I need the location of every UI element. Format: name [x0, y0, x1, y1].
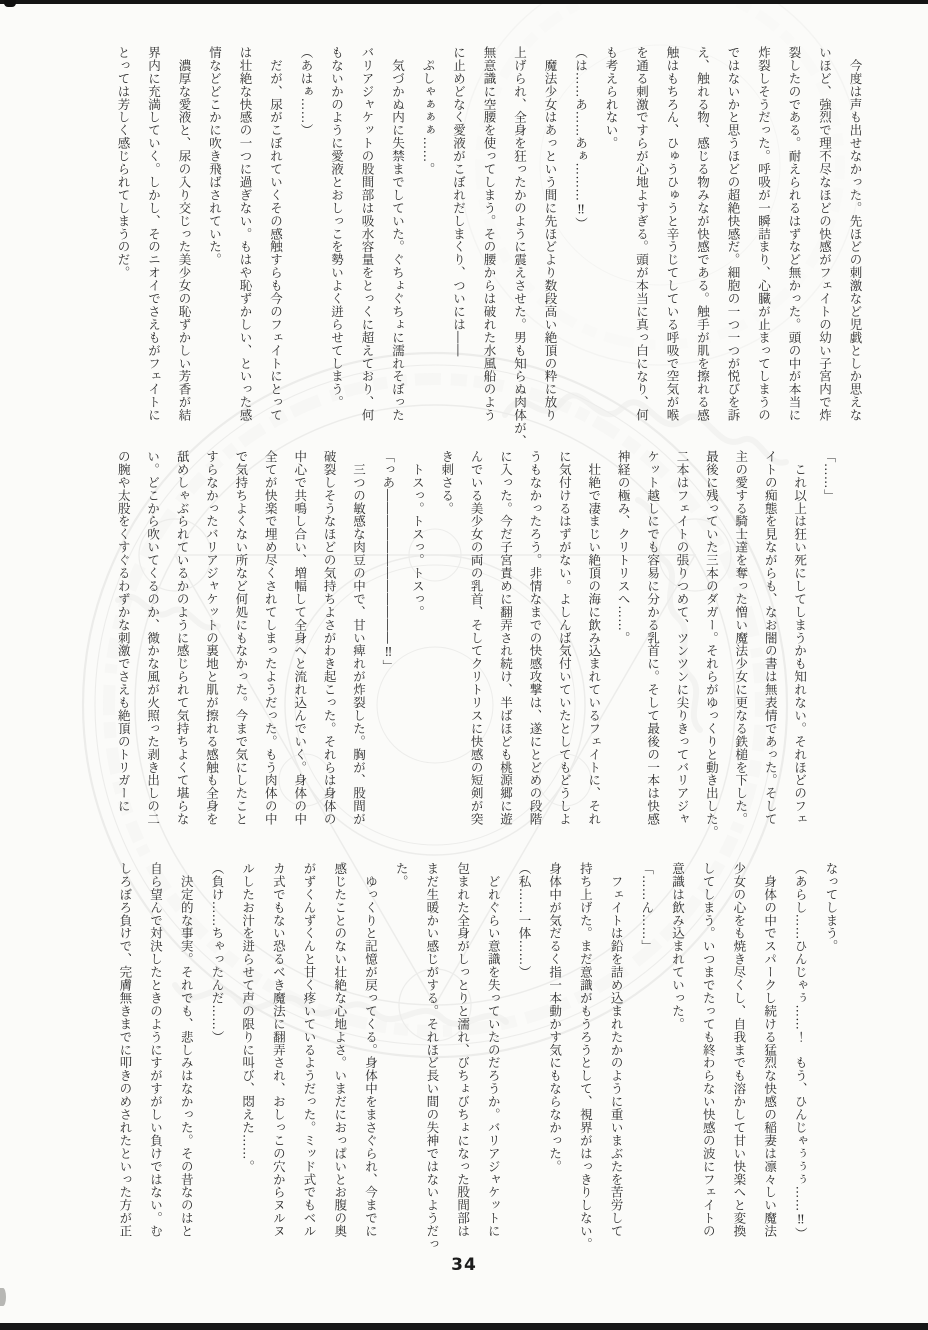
- text-column: （あらし……ひんじゃぅ……！ もう、ひんじゃぅぅぅ……‼）: [793, 862, 809, 1241]
- text-column: 包まれた全身がしっとりと濡れ、びちょびちょになった股間部は: [455, 862, 471, 1238]
- text-column: 炸裂しそうだった。呼吸が一瞬詰まり、心臓が止まってしまうの: [756, 46, 772, 422]
- text-column: で気持ちよくない所など何処にもなかった。今まで気にしたこと: [233, 450, 249, 826]
- scan-edge-top: [0, 0, 928, 4]
- text-column: 魔法少女はあっという間に先ほどより数段高い絶頂の粋に放り: [543, 46, 558, 422]
- text-column: フェイトは鉛を詰め込まれたかのように重いまぶたを苦労して: [609, 862, 625, 1238]
- text-column: き刺さる。: [439, 450, 455, 515]
- text-column: 「っあ――――――――――――‼」: [380, 450, 396, 673]
- text-column: 「……ん……」: [639, 862, 655, 953]
- text-column: 裂したのである。耐えられるはずなど無かった。頭の中が本当に: [787, 46, 802, 422]
- text-column: 感じたことのない壮絶な心地よさ。いまだにおっぱいとお腹の奥: [332, 862, 348, 1238]
- text-column: トスっ。トスっ。トスっ。: [410, 450, 426, 619]
- text-column: 全てが快楽で埋め尽くされてしまったようだった。もう肉体の中: [263, 450, 279, 826]
- text-column: 自ら望んで対決したときのようにすがすがしい負けではない。む: [148, 862, 164, 1238]
- text-column: 触はもちろん、ひゅうひゅうと辛うじてしている呼吸で空気が喉: [665, 46, 680, 422]
- text-column: 気づかぬ内に失禁までしていた。ぐちょぐちょに濡れそぼった: [390, 46, 406, 422]
- text-column: とっては芳しく感じられてしまうのだ。: [116, 46, 131, 280]
- text-column: 神経の極み、クリトリスへ……。: [616, 450, 632, 645]
- text-column: 情などどこかに吹き飛ばされていた。: [207, 46, 223, 267]
- text-band-bottom: [109, 862, 846, 1282]
- text-column: 無意識に空腰を使ってしまう。その腰からは破れた水風船のよう: [482, 46, 497, 422]
- text-column: に入った。今だ子宮責めに翻弄され続け、半ばほども桃源郷に遊: [498, 450, 514, 826]
- text-column: 破裂しそうなほどの気持ちよさがわき起こった。それらは身体の: [322, 450, 338, 826]
- text-column: 今度は声も出せなかった。先ほどの刺激など児戯としか思えな: [848, 46, 863, 422]
- text-column: （負け……ちゃったんだ……）: [209, 862, 225, 1044]
- scan-artifact-corner: [4, 0, 16, 7]
- text-column: すらなかったバリアジャケットの裏地と肌が擦れる感触も全身を: [204, 450, 220, 826]
- text-column: ルしたお汁を迸らせて声の限りに叫び、悶えた……。: [240, 862, 256, 1173]
- text-column: い。どこから吹いてくるのか、微かな風が火照った剥き出しの二: [145, 450, 161, 826]
- text-column: に止めどなく愛液がこぼれだしまくり、ついには――: [451, 46, 467, 357]
- text-column: 舐めしゃぶられているかのように感じられて気持ちよくて堪らな: [175, 450, 191, 826]
- text-column: 主の愛する騎士達を奪った憎い魔法少女に更なる鉄槌を下した。: [733, 450, 749, 826]
- text-column: （は……あ……あぁ………‼）: [573, 46, 589, 230]
- text-column: どれぐらい意識を失っていたのだろうか。バリアジャケットに: [486, 862, 502, 1238]
- text-column: 最後に残っていた三本のダガー。それらがゆっくりと動き出した。: [704, 450, 720, 839]
- text-column: 界内に充満していく。しかし、そのニオイでさえもがフェイトに: [146, 46, 162, 422]
- text-column: も考えられない。: [604, 46, 619, 150]
- text-column: 中心で共鳴し合い、増幅して全身へと流れ込んでいく。身体の中: [292, 450, 308, 826]
- text-band-middle: [109, 450, 844, 870]
- text-column: （あはぁ……）: [299, 46, 314, 137]
- scan-artifact-speck: [0, 1288, 6, 1306]
- text-column: カ式でもない恐るべき魔法に翻弄され、おしっこの穴からヌルヌ: [271, 862, 287, 1238]
- page-number: 34: [451, 1255, 477, 1275]
- text-column: もないかのように愛液とおしっこを勢いよく迸らせてしまう。: [329, 46, 345, 409]
- text-column: してしまう。いつまでたっても終わらない快感の波にフェイトの: [701, 862, 717, 1238]
- text-column: 二本はフェイトの張りつめて、ツンツンに尖りきってバリアジャ: [674, 450, 690, 826]
- text-column: 壮絶で凄まじい絶頂の海に飲み込まれているフェイトに、それ: [586, 450, 602, 826]
- text-column: た。: [394, 862, 410, 888]
- text-column: いほど、強烈で理不尽なほどの快感がフェイトの幼い子宮内で炸: [817, 46, 833, 422]
- text-column: ぷしゃぁぁぁ……。: [421, 46, 436, 176]
- text-column: の腕や太股をくすぐるわずかな刺激でさえも絶頂のトリガーに: [116, 450, 132, 813]
- text-band-top: [108, 46, 871, 466]
- text-column: しろぼろ負けで、完膚無きまでに叩きのめされたといった方が正: [117, 862, 133, 1238]
- text-column: に気付けるはずがない。よしんば気付いていたとしてもどうしよ: [557, 450, 573, 826]
- text-column: がずくんずくんと甘く疼いているようだった。ミッド式でもベル: [302, 862, 318, 1238]
- text-column: なってしまう。: [824, 862, 839, 953]
- text-column: これ以上は狂い死にしてしまうかも知れない。それほどのフェ: [792, 450, 808, 826]
- text-column: バリアジャケットの股間部は吸水容量をとっくに超えており、何: [360, 46, 375, 422]
- text-column: （私……一体……）: [516, 862, 532, 979]
- text-column: 少女の心をも焼き尽くし、自我までも溶かして甘い快楽へと変換: [731, 862, 747, 1238]
- scan-edge-bottom: [0, 1323, 928, 1330]
- text-column: え、触れる物、感じる物みなが快感である。触手が肌を擦れる感: [695, 46, 711, 422]
- text-column: ではないかと思うほどの超絶快感だ。細胞の一つ一つが悦びを訴: [726, 46, 741, 422]
- text-column: 持ち上げた。まだ意識がもうろうとして、視界がはっきりしない。: [578, 862, 594, 1251]
- text-column: 濃厚な愛液と、尿の入り交じった美少女の恥ずかしい芳香が結: [177, 46, 192, 422]
- text-column: ゆっくりと記憶が戻ってくる。身体中をまさぐられ、今までに: [363, 862, 379, 1238]
- text-column: 三つの敏感な肉豆の中で、甘い痺れが炸裂した。胸が、股間が: [351, 450, 367, 826]
- text-column: ケット越しにでも容易に分かる乳首に。そして最後の一本は快感: [645, 450, 661, 826]
- text-column: 意識は飲み込まれていった。: [670, 862, 686, 1031]
- text-column: 決定的な事実。それでも、悲しみはなかった。その昔なのはと: [179, 862, 195, 1238]
- text-column: 上げられ、全身を狂ったかのように震えさせた。男も知らぬ肉体が、: [512, 46, 528, 448]
- text-column: うもなかったろう。非情なまでの快感攻撃は、遂にとどめの段階: [527, 450, 543, 826]
- text-column: を通る刺激ですらが心地よすぎる。頭が本当に真っ白になり、何: [634, 46, 650, 422]
- text-column: まだ生暖かい感じがする。それほど長い間の失神ではないようだっ: [424, 862, 440, 1251]
- text-column: イトの痴態を見ながらも、なお闇の書は無表情であった。そして: [763, 450, 779, 826]
- text-column: 「……」: [822, 450, 837, 502]
- text-column: 身体の中でスパークし続ける猛烈な快感の稲妻は凛々しい魔法: [762, 862, 778, 1238]
- text-column: 身体中が気だるく指一本動かす気にもならなかった。: [547, 862, 563, 1173]
- text-column: だが、尿がこぼれていくその感触すらも今のフェイトにとって: [268, 46, 284, 422]
- text-column: んでいる美少女の両の乳首、そしてクリトリスに快感の短剣が突: [469, 450, 485, 826]
- text-column: は壮絶な快感の一つに過ぎない。もはや恥ずかしい、といった感: [238, 46, 253, 422]
